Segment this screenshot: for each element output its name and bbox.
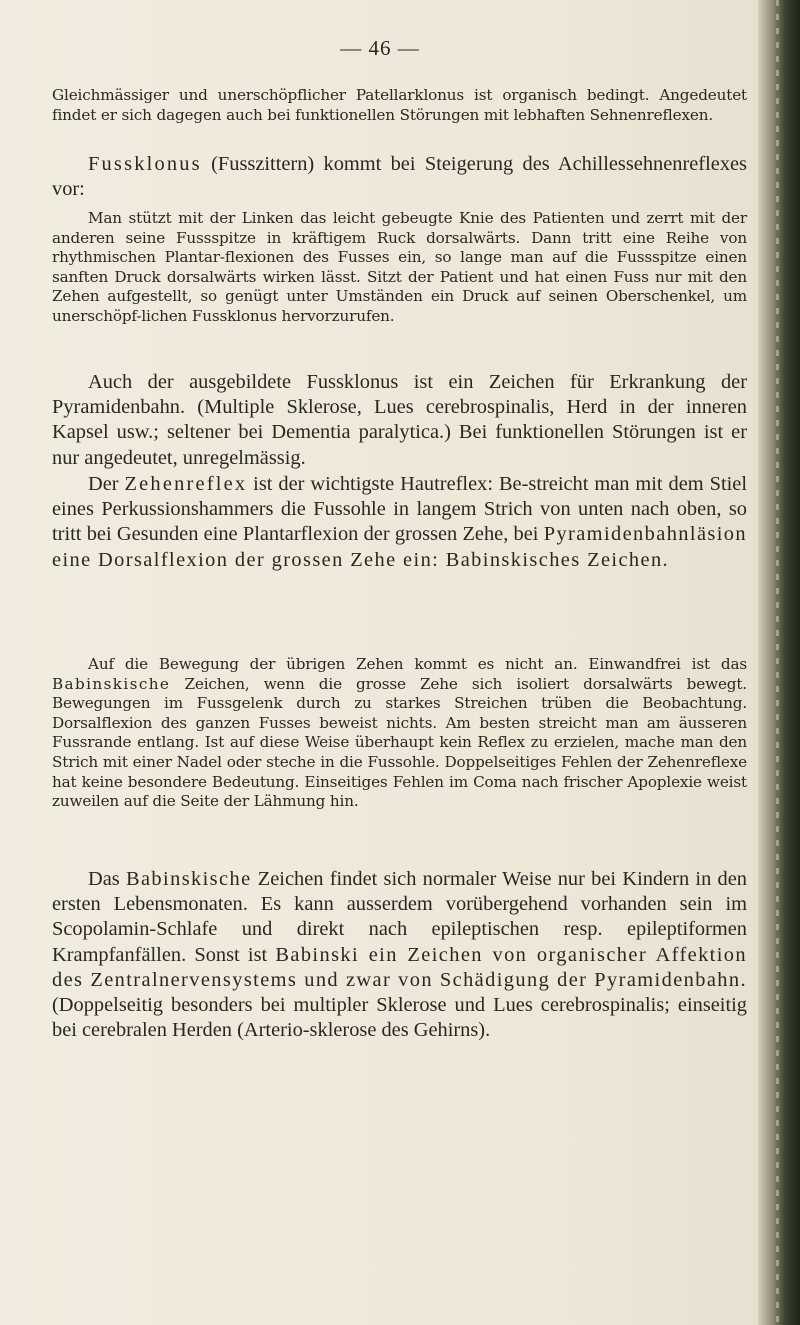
page-number: — 46 —: [340, 36, 420, 60]
paragraph-zehenreflex: [52, 472, 747, 573]
paragraph-text-part: ist der wichtigste Hautreflex: Be-streicht man mit dem Stiel eines Perkussionshammers die Fussohle in langem Strich von unten nach oben, so tritt bei Gesunden eine Plantarflexion der grossen Zehe, bei: [52, 473, 747, 546]
paragraph-text-part: Zeichen findet sich normaler Weise nur bei Kindern in den ersten Lebensmonaten. Es kann ausserdem vorübergehend vorhanden sein im Scopolamin-Schlafe und direkt nach epileptischen resp. epileptiformen Krampfanfällen. Sonst ist: [52, 868, 747, 966]
spaced-term: Fussklonus: [88, 153, 202, 175]
paragraph-text: Man stützt mit der Linken das leicht gebeugte Knie des Patienten und zerrt mit der anderen seine Fussspitze in kräftigem Ruck dorsalwärts. Dann tritt eine Reihe von rhythmischen Plantar-flexionen des Fusses ein, so lange man auf die Fussspitze einen sanften Druck dorsalwärts wirken lässt. Sitzt der Patient und hat einen Fuss nur mit den Zehen aufgestellt, so genügt unter Umständen ein Druck auf seinen Oberschenkel, um unerschöpf-lichen Fussklonus hervorzurufen.: [52, 209, 747, 325]
spaced-term: Babinskische: [125, 868, 252, 890]
spaced-term: Babinskische: [52, 674, 171, 693]
paragraph-text-part: (Doppelseitig besonders bei multipler Sklerose und Lues cerebrospinalis; einseitig bei cerebralen Herden (Arterio-sklerose des Gehirns).: [52, 994, 747, 1042]
paragraph-text-part: Der: [88, 473, 125, 495]
paragraph-text: [52, 472, 747, 573]
spaced-term: Zehenreflex: [124, 473, 248, 495]
spaced-term: Pyramidenbahnläsion eine Dorsalflexion der grossen Zehe ein: Babinskisches Zeichen.: [52, 523, 747, 571]
spaced-term: Babinski ein Zeichen von organischer Affektion des Zentralnervensystems und zwar von Schädigung der Pyramidenbahn.: [52, 943, 747, 991]
paragraph-text: [52, 152, 747, 202]
paragraph-text: Gleichmässiger und unerschöpflicher Patellarklonus ist organisch bedingt. Angedeutet findet er sich dagegen auch bei funktionellen Störungen mit lebhaften Sehnenreflexen.: [52, 86, 747, 124]
paragraph-text-part: Auf die Bewegung der übrigen Zehen kommt es nicht an. Einwandfrei ist das: [88, 655, 747, 673]
paragraph-text-part: Das: [88, 868, 126, 890]
paragraph-babinski-occurrence: [52, 867, 747, 1043]
paragraph-text: [52, 867, 747, 1043]
paragraph-text-part: Zeichen, wenn die grosse Zehe sich isoliert dorsalwärts bewegt. Bewegungen im Fussgelenk durch zu starkes Streichen trüben die Beobachtung. Dorsalflexion des ganzen Fusses beweist nichts. Am besten streicht man am äusseren Fussrande entlang. Ist auf diese Weise überhaupt kein Reflex zu erzielen, mache man den Strich mit einer Nadel oder steche in die Fussohle. Doppelseitiges Fehlen der Zehenreflexe hat keine besondere Bedeutung. Einseitiges Fehlen im Coma nach frischer Apoplexie weist zuweilen auf die Seite der Lähmung hin.: [52, 674, 747, 811]
paragraph-fussklonus-method: [52, 209, 747, 327]
book-binding-edge: [758, 0, 800, 1325]
paragraph-text: Auch der ausgebildete Fussklonus ist ein Zeichen für Erkrankung der Pyramidenbahn. (Multiple Sklerose, Lues cerebrospinalis, Herd in der inneren Kapsel usw.; seltener bei Dementia paralytica.) Bei funktionellen Störungen ist er nur angedeutet, unregelmässig.: [52, 371, 747, 469]
paragraph-fussklonus-significance: [52, 370, 747, 471]
paragraph-patellarklonus: [52, 86, 747, 125]
paragraph-babinski-details: [52, 655, 747, 812]
paragraph-text-rest: (Fusszittern) kommt bei Steigerung des Achillessehnenreflexes vor:: [52, 153, 747, 201]
paragraph-text: [52, 655, 747, 812]
paragraph-fussklonus-intro: [52, 152, 747, 202]
